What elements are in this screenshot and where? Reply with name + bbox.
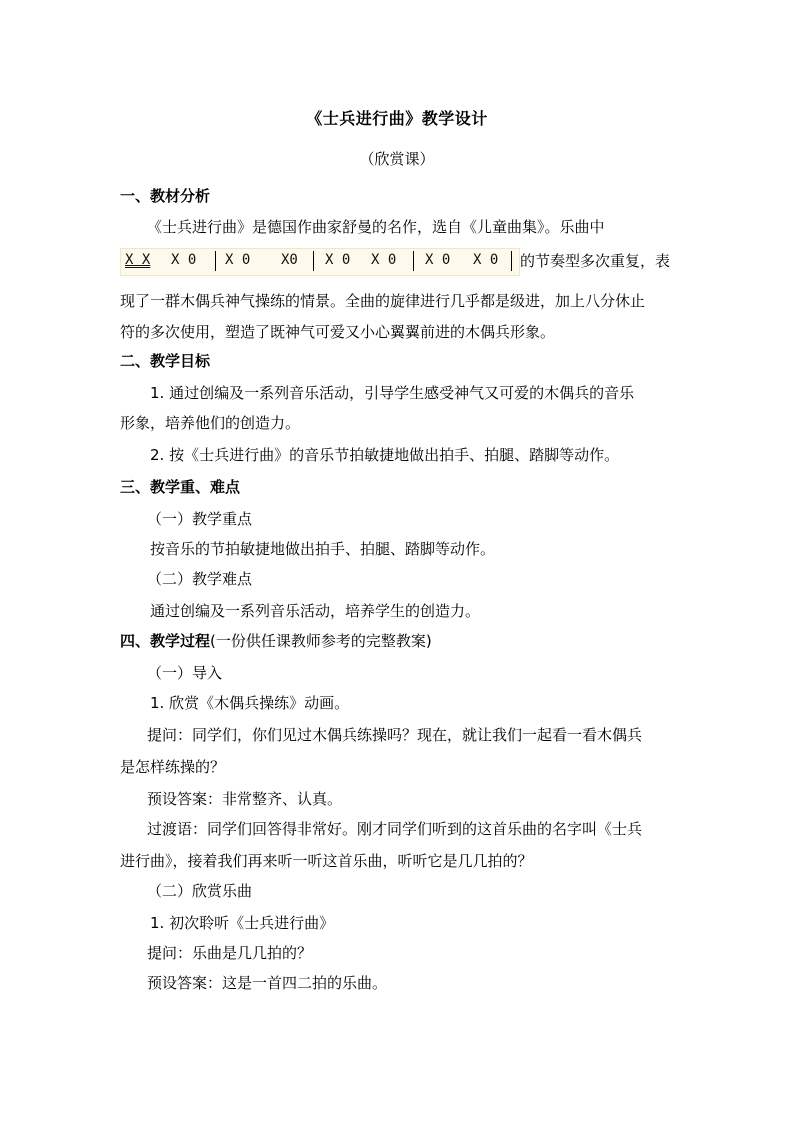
section-heading-process <box>120 630 432 652</box>
paragraph: 《士兵进行曲》是德国作曲家舒曼的名作，选自《儿童曲集》。乐曲中 <box>147 218 605 236</box>
bar-line <box>215 251 216 271</box>
subheading: （二）教学难点 <box>147 570 253 588</box>
bar-line <box>313 251 314 271</box>
section-heading-note: (一份供任课教师参考的完整教案) <box>210 632 432 650</box>
rhythm-beat: X 0 <box>225 252 251 268</box>
paragraph: 提问：乐曲是几几拍的？ <box>147 944 313 962</box>
paragraph: 提问：同学们，你们见过木偶兵练操吗？现在，就让我们一起看一看木偶兵 <box>147 726 643 744</box>
paragraph: 的节奏型多次重复，表 <box>520 252 671 270</box>
section-heading-goals: 二、教学目标 <box>120 352 211 370</box>
rhythm-beat: X0 <box>281 252 298 268</box>
paragraph: 按音乐的节拍敏捷地做出拍手、拍腿、踏脚等动作。 <box>150 540 496 558</box>
bar-line <box>511 251 512 271</box>
rhythm-beat: X 0 <box>425 252 451 268</box>
paragraph: 现了一群木偶兵神气操练的情景。全曲的旋律进行几乎都是级进，加上八分休止 <box>120 292 646 310</box>
paragraph: 预设答案：非常整齐、认真。 <box>147 790 343 808</box>
page-title: 《士兵进行曲》教学设计 <box>306 109 488 128</box>
paragraph: 预设答案：这是一首四二拍的乐曲。 <box>147 974 388 992</box>
paragraph: 1. 欣赏《木偶兵操练》动画。 <box>150 694 350 712</box>
bar-line <box>413 251 414 271</box>
section-heading-materials: 一、教材分析 <box>120 187 211 205</box>
paragraph: 过渡语：同学们回答得非常好。刚才同学们听到的这首乐曲的名字叫《士兵 <box>147 820 643 838</box>
paragraph: 形象，培养他们的创造力。 <box>120 414 301 432</box>
subheading: （一）导入 <box>147 664 223 682</box>
rhythm-notation-image <box>120 248 520 276</box>
rhythm-beat: X 0 <box>473 252 499 268</box>
rhythm-line <box>120 248 680 274</box>
page-subtitle: （欣赏课） <box>359 150 435 168</box>
paragraph: 1. 通过创编及一系列音乐活动，引导学生感受神气又可爱的木偶兵的音乐 <box>150 384 635 402</box>
section-heading-key-points: 三、教学重、难点 <box>120 478 241 496</box>
paragraph: 是怎样练操的？ <box>120 758 226 776</box>
rhythm-beat: X 0 <box>171 252 197 268</box>
paragraph: 进行曲》，接着我们再来听一听这首乐曲，听听它是几几拍的？ <box>120 852 533 870</box>
rhythm-beat: X X <box>125 252 151 268</box>
paragraph: 符的多次使用，塑造了既神气可爱又小心翼翼前进的木偶兵形象。 <box>120 323 556 341</box>
rhythm-beat: X 0 <box>325 252 351 268</box>
rhythm-beat: X 0 <box>371 252 397 268</box>
paragraph: 1. 初次聆听《士兵进行曲》 <box>150 914 335 932</box>
subheading: （二）欣赏乐曲 <box>147 882 253 900</box>
subheading: （一）教学重点 <box>147 510 253 528</box>
paragraph: 通过创编及一系列音乐活动，培养学生的创造力。 <box>150 602 481 620</box>
section-heading-text: 四、教学过程 <box>120 632 211 650</box>
paragraph: 2. 按《士兵进行曲》的音乐节拍敏捷地做出拍手、拍腿、踏脚等动作。 <box>150 446 620 464</box>
